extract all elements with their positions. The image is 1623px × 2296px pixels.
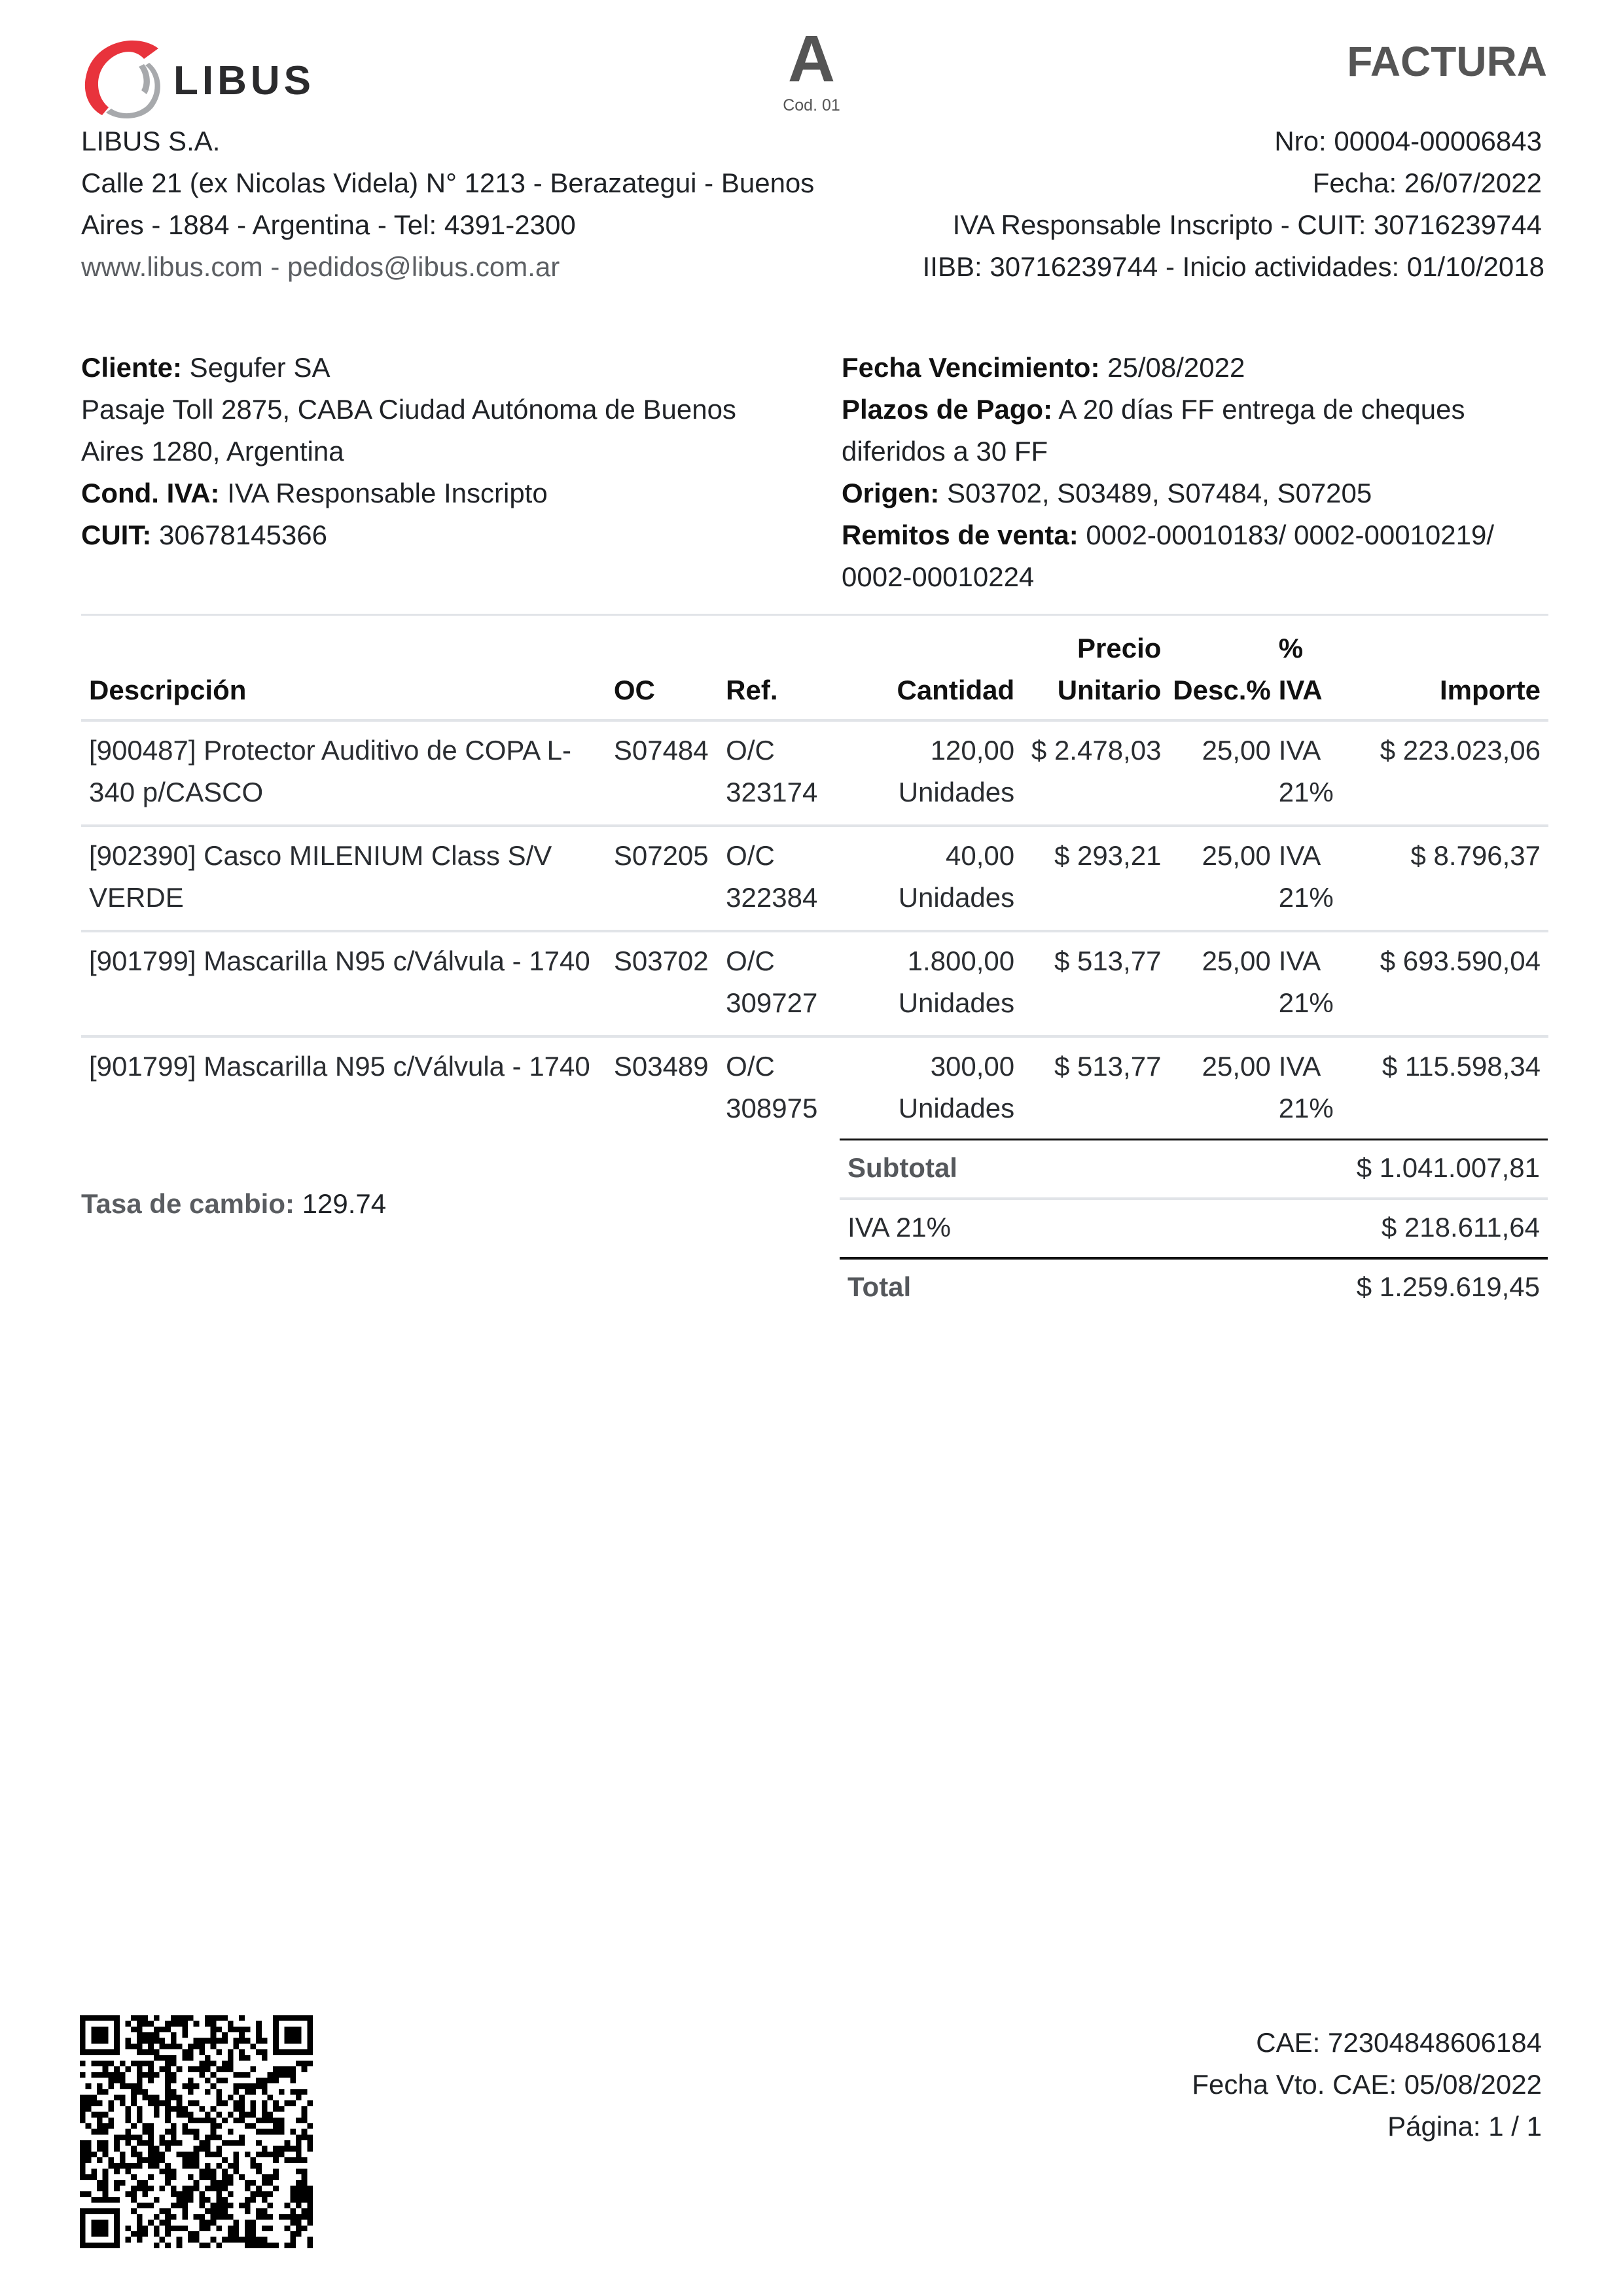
invoice-type-code: Cod. 01 xyxy=(783,96,840,115)
quantity-value: 40,00 xyxy=(946,840,1015,871)
subtotal-label: Subtotal xyxy=(840,1140,1114,1199)
col-unit-price xyxy=(1021,615,1164,721)
table-row xyxy=(81,826,1548,931)
cell-description: [900487] Protector Auditivo de COPA L-340 p/CASCO xyxy=(81,720,610,826)
client-address: Pasaje Toll 2875, CABA Ciudad Autónoma de Buenos Aires 1280, Argentina xyxy=(81,394,736,467)
cell-description: [901799] Mascarilla N95 c/Válvula - 1740 xyxy=(89,1051,590,1082)
iva-row xyxy=(840,1199,1548,1258)
invoice-type-box xyxy=(772,22,851,115)
cell-description: [901799] Mascarilla N95 c/Válvula - 1740 xyxy=(81,931,610,1036)
cell-iva: IVA 21% xyxy=(1278,1051,1334,1123)
cell-discount: 25,00 xyxy=(1164,720,1273,826)
document-info xyxy=(923,120,1542,288)
cell-ref: O/C 308975 xyxy=(726,1051,818,1123)
iva-value: $ 218.611,64 xyxy=(1381,1212,1540,1243)
cell-quantity xyxy=(866,826,1022,931)
cell-quantity xyxy=(866,1036,1022,1140)
col-oc: OC xyxy=(610,615,721,721)
total-label: Total xyxy=(840,1258,1114,1316)
payment-terms xyxy=(842,347,1548,598)
origin-line xyxy=(842,472,1548,514)
exchange-rate-label: Tasa de cambio: xyxy=(81,1188,294,1219)
col-iva-top: % xyxy=(1278,633,1304,663)
cae-due-date: Fecha Vto. CAE: 05/08/2022 xyxy=(1192,2069,1542,2100)
cae-info xyxy=(1192,2022,1542,2147)
table-row xyxy=(81,1036,1548,1140)
exchange-rate xyxy=(81,1183,386,1225)
cell-unit-price: $ 513,77 xyxy=(1021,931,1164,1036)
col-unit-price-top: Precio xyxy=(1077,633,1162,663)
company-name: LIBUS S.A. xyxy=(81,126,221,156)
cell-unit-price: $ 293,21 xyxy=(1021,826,1164,931)
col-description: Descripción xyxy=(81,615,610,721)
client-name-line xyxy=(81,347,788,389)
iibb-info: IIBB: 30716239744 - Inicio actividades: 01/10/2018 xyxy=(922,251,1544,282)
page-number: Página: 1 / 1 xyxy=(1387,2111,1542,2142)
quantity-unit: Unidades xyxy=(898,777,1015,807)
table-header-row xyxy=(81,615,1548,721)
payment-terms-label: Plazos de Pago: xyxy=(842,394,1053,425)
col-quantity: Cantidad xyxy=(866,615,1022,721)
cell-description: [902390] Casco MILENIUM Class S/V VERDE xyxy=(81,826,610,931)
client-cuit-line xyxy=(81,514,788,556)
cell-discount: 25,00 xyxy=(1164,826,1273,931)
client-cuit-label: CUIT: xyxy=(81,520,152,550)
remitos-line xyxy=(842,514,1548,598)
col-discount: Desc.% xyxy=(1164,615,1273,721)
origin-value: S03702, S03489, S07484, S07205 xyxy=(939,478,1372,508)
remitos-label: Remitos de venta: xyxy=(842,520,1079,550)
cell-quantity xyxy=(866,720,1022,826)
invoice-number: Nro: 00004-00006843 xyxy=(1274,126,1542,156)
logo-mark-icon xyxy=(85,41,160,118)
iva-label: IVA 21% xyxy=(847,1212,951,1243)
col-iva xyxy=(1274,615,1352,721)
exchange-rate-value: 129.74 xyxy=(294,1188,387,1219)
quantity-value: 1.800,00 xyxy=(907,945,1015,976)
document-title: FACTURA xyxy=(1347,38,1547,85)
cell-amount: $ 115.598,34 xyxy=(1382,1051,1541,1082)
quantity-unit: Unidades xyxy=(898,987,1015,1018)
quantity-unit: Unidades xyxy=(898,1093,1015,1123)
cell-ref: O/C 322384 xyxy=(721,826,866,931)
cell-amount: $ 223.023,06 xyxy=(1352,720,1548,826)
total-row xyxy=(840,1258,1548,1316)
qr-code-icon xyxy=(80,2015,313,2248)
qr-modules xyxy=(80,2015,313,2248)
cell-iva: IVA 21% xyxy=(1274,931,1352,1036)
cell-oc: S03702 xyxy=(610,931,721,1036)
cell-amount: $ 8.796,37 xyxy=(1352,826,1548,931)
payment-terms-line xyxy=(842,389,1548,472)
company-info xyxy=(81,120,814,288)
cell-unit-price: $ 2.478,03 xyxy=(1021,720,1164,826)
company-address-line2: Aires - 1884 - Argentina - Tel: 4391-2300 xyxy=(81,209,576,240)
cell-iva: IVA 21% xyxy=(1274,826,1352,931)
quantity-value: 300,00 xyxy=(930,1051,1015,1082)
col-iva-bottom: IVA xyxy=(1278,675,1323,705)
client-info xyxy=(81,347,788,556)
col-unit-price-bottom: Unitario xyxy=(1057,675,1162,705)
due-date: 25/08/2022 xyxy=(1099,352,1245,383)
cell-amount: $ 693.590,04 xyxy=(1352,931,1548,1036)
due-date-label: Fecha Vencimiento: xyxy=(842,352,1100,383)
table-row xyxy=(81,720,1548,826)
cell-ref: O/C 323174 xyxy=(721,720,866,826)
quantity-value: 120,00 xyxy=(930,735,1015,766)
invoice-items-table xyxy=(81,614,1548,1140)
cell-quantity xyxy=(866,931,1022,1036)
payment-terms-value: A 20 días FF entrega de cheques diferidos a 30 FF xyxy=(842,394,1465,467)
col-amount: Importe xyxy=(1352,615,1548,721)
company-contact: www.libus.com - pedidos@libus.com.ar xyxy=(81,251,560,282)
cell-oc: S03489 xyxy=(613,1051,709,1082)
client-iva: IVA Responsable Inscripto xyxy=(219,478,548,508)
due-date-line xyxy=(842,347,1548,389)
cell-discount: 25,00 xyxy=(1202,1051,1271,1082)
origin-label: Origen: xyxy=(842,478,940,508)
company-address-line1: Calle 21 (ex Nicolas Videla) N° 1213 - Berazategui - Buenos xyxy=(81,168,815,198)
table-row xyxy=(81,931,1548,1036)
client-name: Segufer SA xyxy=(182,352,330,383)
cell-discount: 25,00 xyxy=(1164,931,1273,1036)
tax-status: IVA Responsable Inscripto - CUIT: 30716239744 xyxy=(952,209,1542,240)
col-ref: Ref. xyxy=(721,615,866,721)
client-iva-label: Cond. IVA: xyxy=(81,478,220,508)
client-iva-line xyxy=(81,472,788,514)
libus-logo xyxy=(79,34,353,119)
client-cuit: 30678145366 xyxy=(151,520,327,550)
invoice-date: Fecha: 26/07/2022 xyxy=(1312,168,1542,198)
logo-wordmark: LIBUS xyxy=(173,58,315,103)
cell-unit-price: $ 513,77 xyxy=(1054,1051,1162,1082)
remitos-value: 0002-00010183/ 0002-00010219/ 0002-00010224 xyxy=(842,520,1495,592)
cell-oc: S07484 xyxy=(610,720,721,826)
totals-table xyxy=(840,1139,1548,1316)
subtotal-value: $ 1.041.007,81 xyxy=(1114,1140,1548,1199)
total-value: $ 1.259.619,45 xyxy=(1114,1258,1548,1316)
cell-iva: IVA 21% xyxy=(1274,720,1352,826)
client-name-label: Cliente: xyxy=(81,352,183,383)
cell-ref: O/C 309727 xyxy=(721,931,866,1036)
cell-oc: S07205 xyxy=(610,826,721,931)
subtotal-row xyxy=(840,1140,1548,1199)
invoice-type-letter: A xyxy=(787,22,836,96)
quantity-unit: Unidades xyxy=(898,882,1015,913)
cae-number: CAE: 72304848606184 xyxy=(1256,2027,1542,2058)
